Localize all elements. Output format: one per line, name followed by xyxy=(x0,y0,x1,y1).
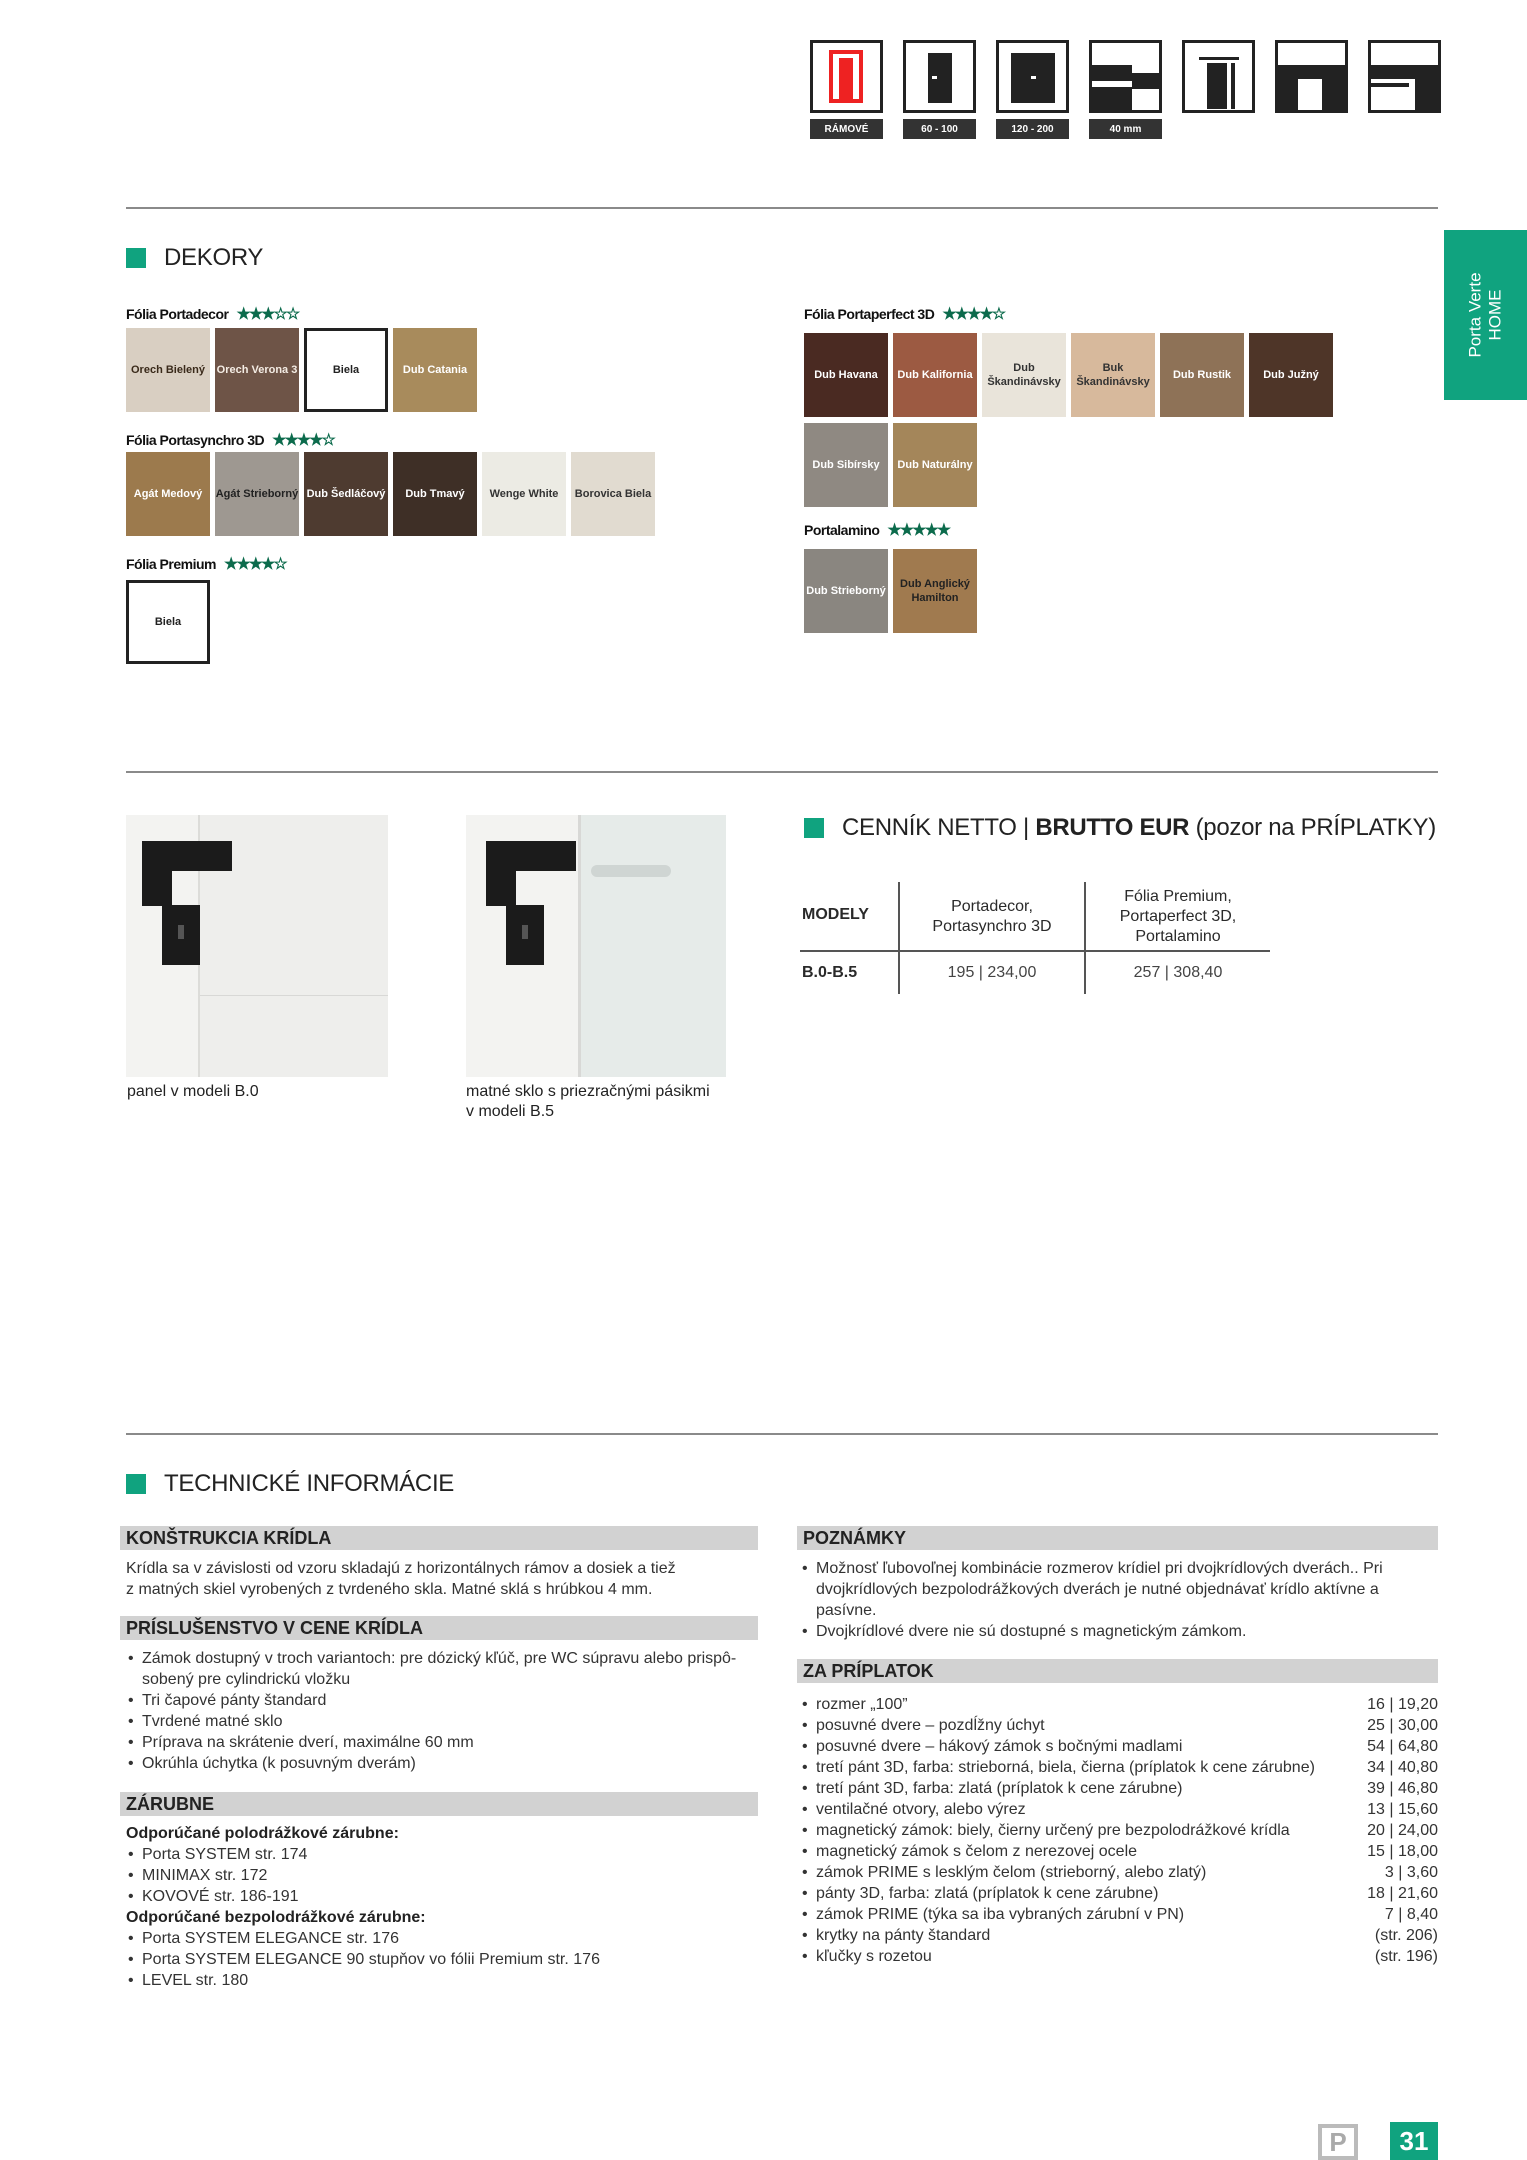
icon-single-door xyxy=(903,40,976,139)
list-item: • Porta SYSTEM ELEGANCE str. 176 xyxy=(126,1928,766,1949)
item-label: • krytky na pánty štandard xyxy=(816,1927,991,1944)
logo-icon: P xyxy=(1318,2124,1358,2160)
section-dekory xyxy=(126,244,263,272)
decor-swatch: Borovica Biela xyxy=(571,452,655,536)
decor-swatch: Biela xyxy=(126,580,210,664)
item-price: 18 | 21,60 xyxy=(1367,1885,1438,1902)
table-header-col1: Portadecor, Portasynchro 3D xyxy=(932,898,1052,935)
icon-tag: 60 - 100 xyxy=(903,119,976,139)
rating-stars-icon: ★★★☆☆ xyxy=(236,306,299,323)
section-square-icon xyxy=(126,248,146,268)
list-item xyxy=(800,1946,1438,1967)
flush-frame-icon xyxy=(1368,40,1441,113)
icon-tag: 40 mm xyxy=(1089,119,1162,139)
bar-priplatok: ZA PRÍPLATOK xyxy=(797,1659,1438,1683)
icon-frame xyxy=(810,40,883,139)
decor-swatch: Dub Sibírsky xyxy=(804,423,888,507)
icon-double-door xyxy=(996,40,1069,139)
table-row-model: B.0-B.5 xyxy=(802,964,858,981)
item-price: 13 | 15,60 xyxy=(1367,1801,1438,1818)
decor-group-title xyxy=(126,554,286,574)
group-name: Fólia Portasynchro 3D xyxy=(126,432,265,448)
swatch-row xyxy=(126,452,655,536)
list-item xyxy=(800,1904,1438,1925)
decor-group-title xyxy=(126,304,298,324)
single-door-icon xyxy=(903,40,976,113)
konstrukcia-text: Krídla sa v závislosti od vzoru skladajú z horizontálnych rámov a dosiek a tiež z matných skiel vyrobených z tvrdeného skla. Matné sklá s hrúbkou 4 mm. xyxy=(126,1560,676,1598)
item-price: 39 | 46,80 xyxy=(1367,1780,1438,1797)
decor-swatch: Buk Škandinávsky xyxy=(1071,333,1155,417)
swatch-row xyxy=(126,580,210,664)
table-header-modely: MODELY xyxy=(802,906,869,923)
page-number: 31 xyxy=(1390,2122,1438,2160)
decor-group-title xyxy=(804,520,949,540)
item-price: 25 | 30,00 xyxy=(1367,1717,1438,1734)
item-label: • zámok PRIME s lesklým čelom (strieborný, alebo zlatý) xyxy=(816,1864,1207,1881)
double-door-icon xyxy=(996,40,1069,113)
caption-line: panel v modeli B.0 xyxy=(127,1083,259,1100)
list-item xyxy=(800,1799,1438,1820)
icon-flush xyxy=(1368,40,1441,139)
side-tab xyxy=(1444,230,1527,400)
swatch-row xyxy=(804,333,1344,507)
divider xyxy=(126,207,1438,209)
decor-group-title xyxy=(126,430,334,450)
rating-stars-icon: ★★★★☆ xyxy=(272,432,334,449)
rating-stars-icon: ★★★★☆ xyxy=(942,306,1005,323)
section-title: CENNÍK NETTO | BRUTTO EUR (pozor na PRÍPLATKY) xyxy=(842,814,1436,841)
list-item xyxy=(800,1736,1438,1757)
item-label: • zámok PRIME (týka sa iba vybraných zárubní v PN) xyxy=(816,1906,1185,1923)
side-tab-line1: Porta Verte xyxy=(1465,272,1485,358)
rating-stars-icon: ★★★★☆ xyxy=(223,556,286,573)
section-title: TECHNICKÉ INFORMÁCIE xyxy=(164,1470,455,1497)
list-item xyxy=(800,1841,1438,1862)
list-item: • Zámok dostupný v troch variantoch: pre dózický kľúč, pre WC súpravu alebo prispô- sobený pre cylindrickú vložku xyxy=(126,1648,742,1690)
list-item: • Okrúhla úchytka (k posuvným dverám) xyxy=(126,1753,766,1774)
prislusenstvo-list xyxy=(126,1648,766,1774)
item-label: • tretí pánt 3D, farba: strieborná, biela, čierna (príplatok k cene zárubne) xyxy=(816,1759,1315,1776)
item-price: 7 | 8,40 xyxy=(1384,1906,1438,1923)
list-item: • KOVOVÉ str. 186-191 xyxy=(126,1886,766,1907)
item-price: 16 | 19,20 xyxy=(1367,1696,1438,1713)
decor-swatch: Wenge White xyxy=(482,452,566,536)
decor-swatch: Agát Strieborný xyxy=(215,452,299,536)
list-item: • LEVEL str. 180 xyxy=(126,1970,766,1991)
list-item xyxy=(800,1883,1438,1904)
item-label: • magnetický zámok s čelom z nerezovej ocele xyxy=(816,1843,1138,1860)
photo-caption xyxy=(466,1082,710,1122)
decor-swatch: Dub Strieborný xyxy=(804,549,888,633)
photo-glass-b5 xyxy=(466,815,726,1077)
decor-swatch: Dub Anglický Hamilton xyxy=(893,549,977,633)
list-item: • Príprava na skrátenie dverí, maximálne 60 mm xyxy=(126,1732,766,1753)
bar-poznamky: POZNÁMKY xyxy=(797,1526,1438,1550)
decor-group-title xyxy=(804,304,1004,324)
item-price: 54 | 64,80 xyxy=(1367,1738,1438,1755)
frame-icon xyxy=(810,40,883,113)
list-item: • Porta SYSTEM str. 174 xyxy=(126,1844,766,1865)
swatch-row xyxy=(126,328,477,412)
table-header-col2: Fólia Premium, Portaperfect 3D, Portalamino xyxy=(1119,888,1237,945)
decor-swatch: Dub Škandinávsky xyxy=(982,333,1066,417)
item-price: 15 | 18,00 xyxy=(1367,1843,1438,1860)
item-price: 3 | 3,60 xyxy=(1384,1864,1438,1881)
list-item xyxy=(800,1778,1438,1799)
feature-icons xyxy=(810,40,1441,139)
icon-tag: RÁMOVÉ xyxy=(810,119,883,139)
poznamky-list xyxy=(800,1558,1400,1642)
decor-swatch: Dub Rustik xyxy=(1160,333,1244,417)
item-price: 34 | 40,80 xyxy=(1367,1759,1438,1776)
caption-line: v modeli B.5 xyxy=(466,1103,555,1120)
priplatok-list xyxy=(800,1694,1438,1967)
table-cell-price: 195 | 234,00 xyxy=(947,964,1037,981)
bar-prislusenstvo: PRÍSLUŠENSTVO V CENE KRÍDLA xyxy=(120,1616,758,1640)
decor-swatch: Biela xyxy=(304,328,388,412)
icon-sliding xyxy=(1182,40,1255,139)
item-label: • magnetický zámok: biely, čierny určený pre bezpolodrážkové krídla xyxy=(816,1822,1290,1839)
caption-line: matné sklo s priezračnými pásikmi xyxy=(466,1083,710,1100)
decor-swatch: Dub Naturálny xyxy=(893,423,977,507)
section-square-icon xyxy=(126,1474,146,1494)
list-item xyxy=(800,1820,1438,1841)
list-item xyxy=(800,1715,1438,1736)
list-item: • MINIMAX str. 172 xyxy=(126,1865,766,1886)
section-cennik xyxy=(804,814,1436,842)
decor-swatch: Agát Medový xyxy=(126,452,210,536)
section-title: DEKORY xyxy=(164,244,264,271)
decor-swatch: Dub Kalifornia xyxy=(893,333,977,417)
bar-konstrukcia: KONŠTRUKCIA KRÍDLA xyxy=(120,1526,758,1550)
decor-swatch: Dub Tmavý xyxy=(393,452,477,536)
divider xyxy=(126,1433,1438,1435)
icon-thickness xyxy=(1089,40,1162,139)
section-square-icon xyxy=(804,818,824,838)
group-name: Fólia Portadecor xyxy=(126,306,229,322)
photo-panel-b0 xyxy=(126,815,388,1077)
group-name: Portalamino xyxy=(804,522,880,538)
thickness-icon xyxy=(1089,40,1162,113)
list-item: • Tvrdené matné sklo xyxy=(126,1711,766,1732)
icon-tag: 120 - 200 xyxy=(996,119,1069,139)
item-label: • posuvné dvere – pozdĺžny úchyt xyxy=(816,1717,1045,1734)
icon-rebated xyxy=(1275,40,1348,139)
photo-caption xyxy=(127,1082,259,1102)
item-price: 20 | 24,00 xyxy=(1367,1822,1438,1839)
item-label: • posuvné dvere – hákový zámok s bočnými madlami xyxy=(816,1738,1183,1755)
rating-stars-icon: ★★★★★ xyxy=(887,522,950,539)
item-label: • ventilačné otvory, alebo výrez xyxy=(816,1801,1026,1818)
swatch-row xyxy=(804,549,977,633)
side-tab-line2: HOME xyxy=(1485,289,1505,341)
item-label: • kľučky s rozetou xyxy=(816,1948,932,1965)
group-name: Fólia Portaperfect 3D xyxy=(804,306,935,322)
item-price: (str. 196) xyxy=(1374,1948,1438,1965)
list-item: • Porta SYSTEM ELEGANCE 90 stupňov vo fólii Premium str. 176 xyxy=(126,1949,766,1970)
group-name: Fólia Premium xyxy=(126,556,216,572)
decor-swatch: Orech Bielený xyxy=(126,328,210,412)
sliding-door-icon xyxy=(1182,40,1255,113)
decor-swatch: Dub Južný xyxy=(1249,333,1333,417)
decor-swatch: Orech Verona 3 xyxy=(215,328,299,412)
bar-zarubne: ZÁRUBNE xyxy=(120,1792,758,1816)
subheading: Odporúčané polodrážkové zárubne: xyxy=(126,1825,399,1842)
decor-swatch: Dub Havana xyxy=(804,333,888,417)
item-label: • rozmer „100” xyxy=(816,1696,908,1713)
decor-swatch: Dub Catania xyxy=(393,328,477,412)
item-label: • pánty 3D, farba: zlatá (príplatok k cene zárubne) xyxy=(816,1885,1159,1902)
list-item xyxy=(800,1757,1438,1778)
decor-swatch: Dub Šedláčový xyxy=(304,452,388,536)
item-price: (str. 206) xyxy=(1374,1927,1438,1944)
rebated-frame-icon xyxy=(1275,40,1348,113)
list-item: • Možnosť ľubovoľnej kombinácie rozmerov krídiel pri dvojkrídlových dverách.. Pri dvojkrídlových bezpolodrážkových dverách je nutné objednávať krídlo aktívne a pasívne. xyxy=(800,1558,1386,1621)
zarubne-list xyxy=(126,1823,766,1991)
list-item xyxy=(800,1862,1438,1883)
item-label: • tretí pánt 3D, farba: zlatá (príplatok k cene zárubne) xyxy=(816,1780,1183,1797)
section-tech xyxy=(126,1470,454,1498)
list-item: • Tri čapové pánty štandard xyxy=(126,1690,766,1711)
divider xyxy=(126,771,1438,773)
table-cell-price: 257 | 308,40 xyxy=(1133,964,1223,981)
list-item: • Dvojkrídlové dvere nie sú dostupné s magnetickým zámkom. xyxy=(800,1621,1400,1642)
list-item xyxy=(800,1925,1438,1946)
subheading: Odporúčané bezpolodrážkové zárubne: xyxy=(126,1909,426,1926)
list-item xyxy=(800,1694,1438,1715)
